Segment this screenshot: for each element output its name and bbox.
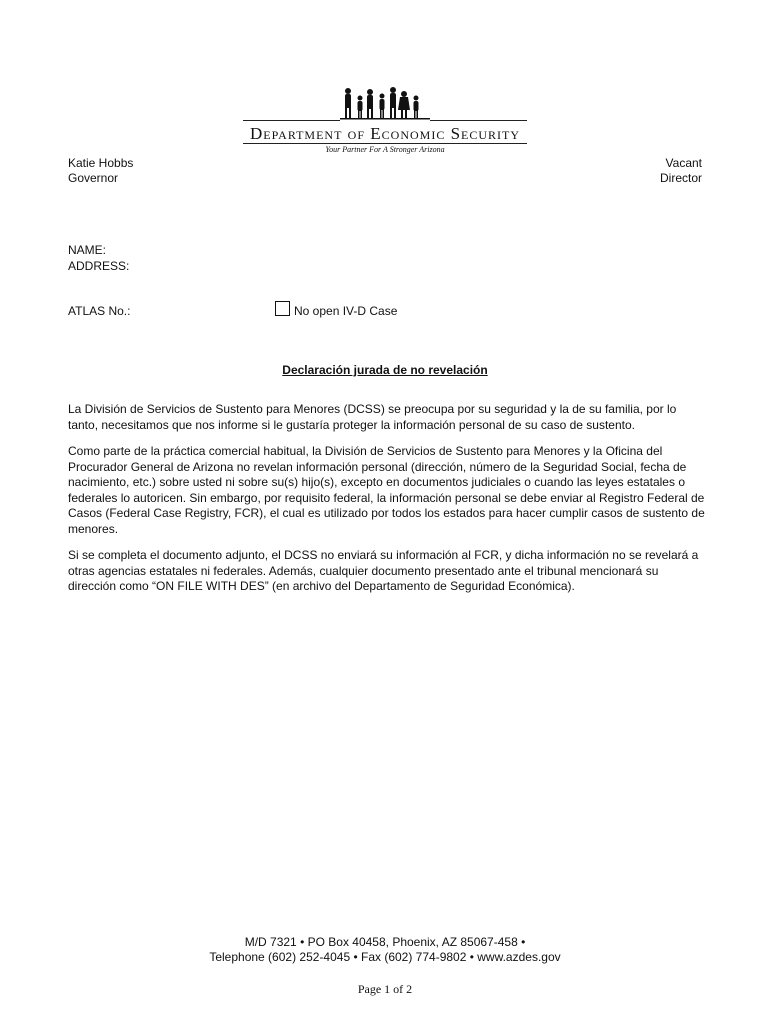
governor-name: Katie Hobbs xyxy=(68,156,134,170)
paragraph-1: La División de Servicios de Sustento para Menores (DCSS) se preocupa por su seguridad y la de su familia, por lo tanto, necesitamos que nos informe si le gustaría proteger la información personal de su caso de sustento. xyxy=(68,402,677,432)
letterhead-rule-right xyxy=(430,120,527,121)
director-title: Director xyxy=(659,171,702,185)
document-title: Declaración jurada de no revelación xyxy=(282,363,488,377)
letterhead xyxy=(0,0,770,160)
footer-contact: Telephone (602) 252-4045 • Fax (602) 774-9802 • www.azdes.gov xyxy=(209,950,561,964)
atlas-number-label: ATLAS No.: xyxy=(68,304,131,318)
page-number: Page 1 of 2 xyxy=(357,982,413,996)
footer-address: M/D 7321 • PO Box 40458, Phoenix, AZ 85067-458 • xyxy=(244,935,526,949)
paragraph-3: Si se completa el documento adjunto, el DCSS no enviará su información al FCR, y dicha información no se revelará a otras agencias estatales ni federales. Además, cualquier documento presentado ante el tribunal mencionará su dirección como “ON FILE WITH DES” (en archivo del Departamento de Seguridad Económica). xyxy=(68,548,699,594)
paragraph-2: Como parte de la práctica comercial habitual, la División de Servicios de Sustento para Menores y la Oficina del Procurador General de Arizona no revelan información personal (dirección, número de la Seguridad Social, fecha de nacimiento, etc.) sobre usted ni sobre su(s) hijo(s), excepto en documentos judiciales o cuando las leyes estatales o federales lo autoricen. Sin embargo, por requisito federal, la información personal se debe enviar al Registro Federal de Casos (Federal Case Registry, FCR), el cual es utilizado por todos los estados para hacer cumplir casos de sustento de menores. xyxy=(68,444,705,536)
letterhead-rule-bottom xyxy=(243,143,527,144)
letterhead-rule-left xyxy=(243,120,340,121)
governor-title: Governor xyxy=(68,171,119,185)
family-logo-icon xyxy=(340,86,430,122)
director-name: Vacant xyxy=(665,156,702,170)
name-label: NAME: xyxy=(68,243,107,257)
address-label: ADDRESS: xyxy=(68,259,130,273)
department-name: Department of Economic Security xyxy=(249,124,521,143)
no-open-case-checkbox[interactable] xyxy=(275,301,290,316)
no-open-case-label: No open IV-D Case xyxy=(294,304,398,318)
letterhead-tagline: Your Partner For A Stronger Arizona xyxy=(325,145,445,154)
